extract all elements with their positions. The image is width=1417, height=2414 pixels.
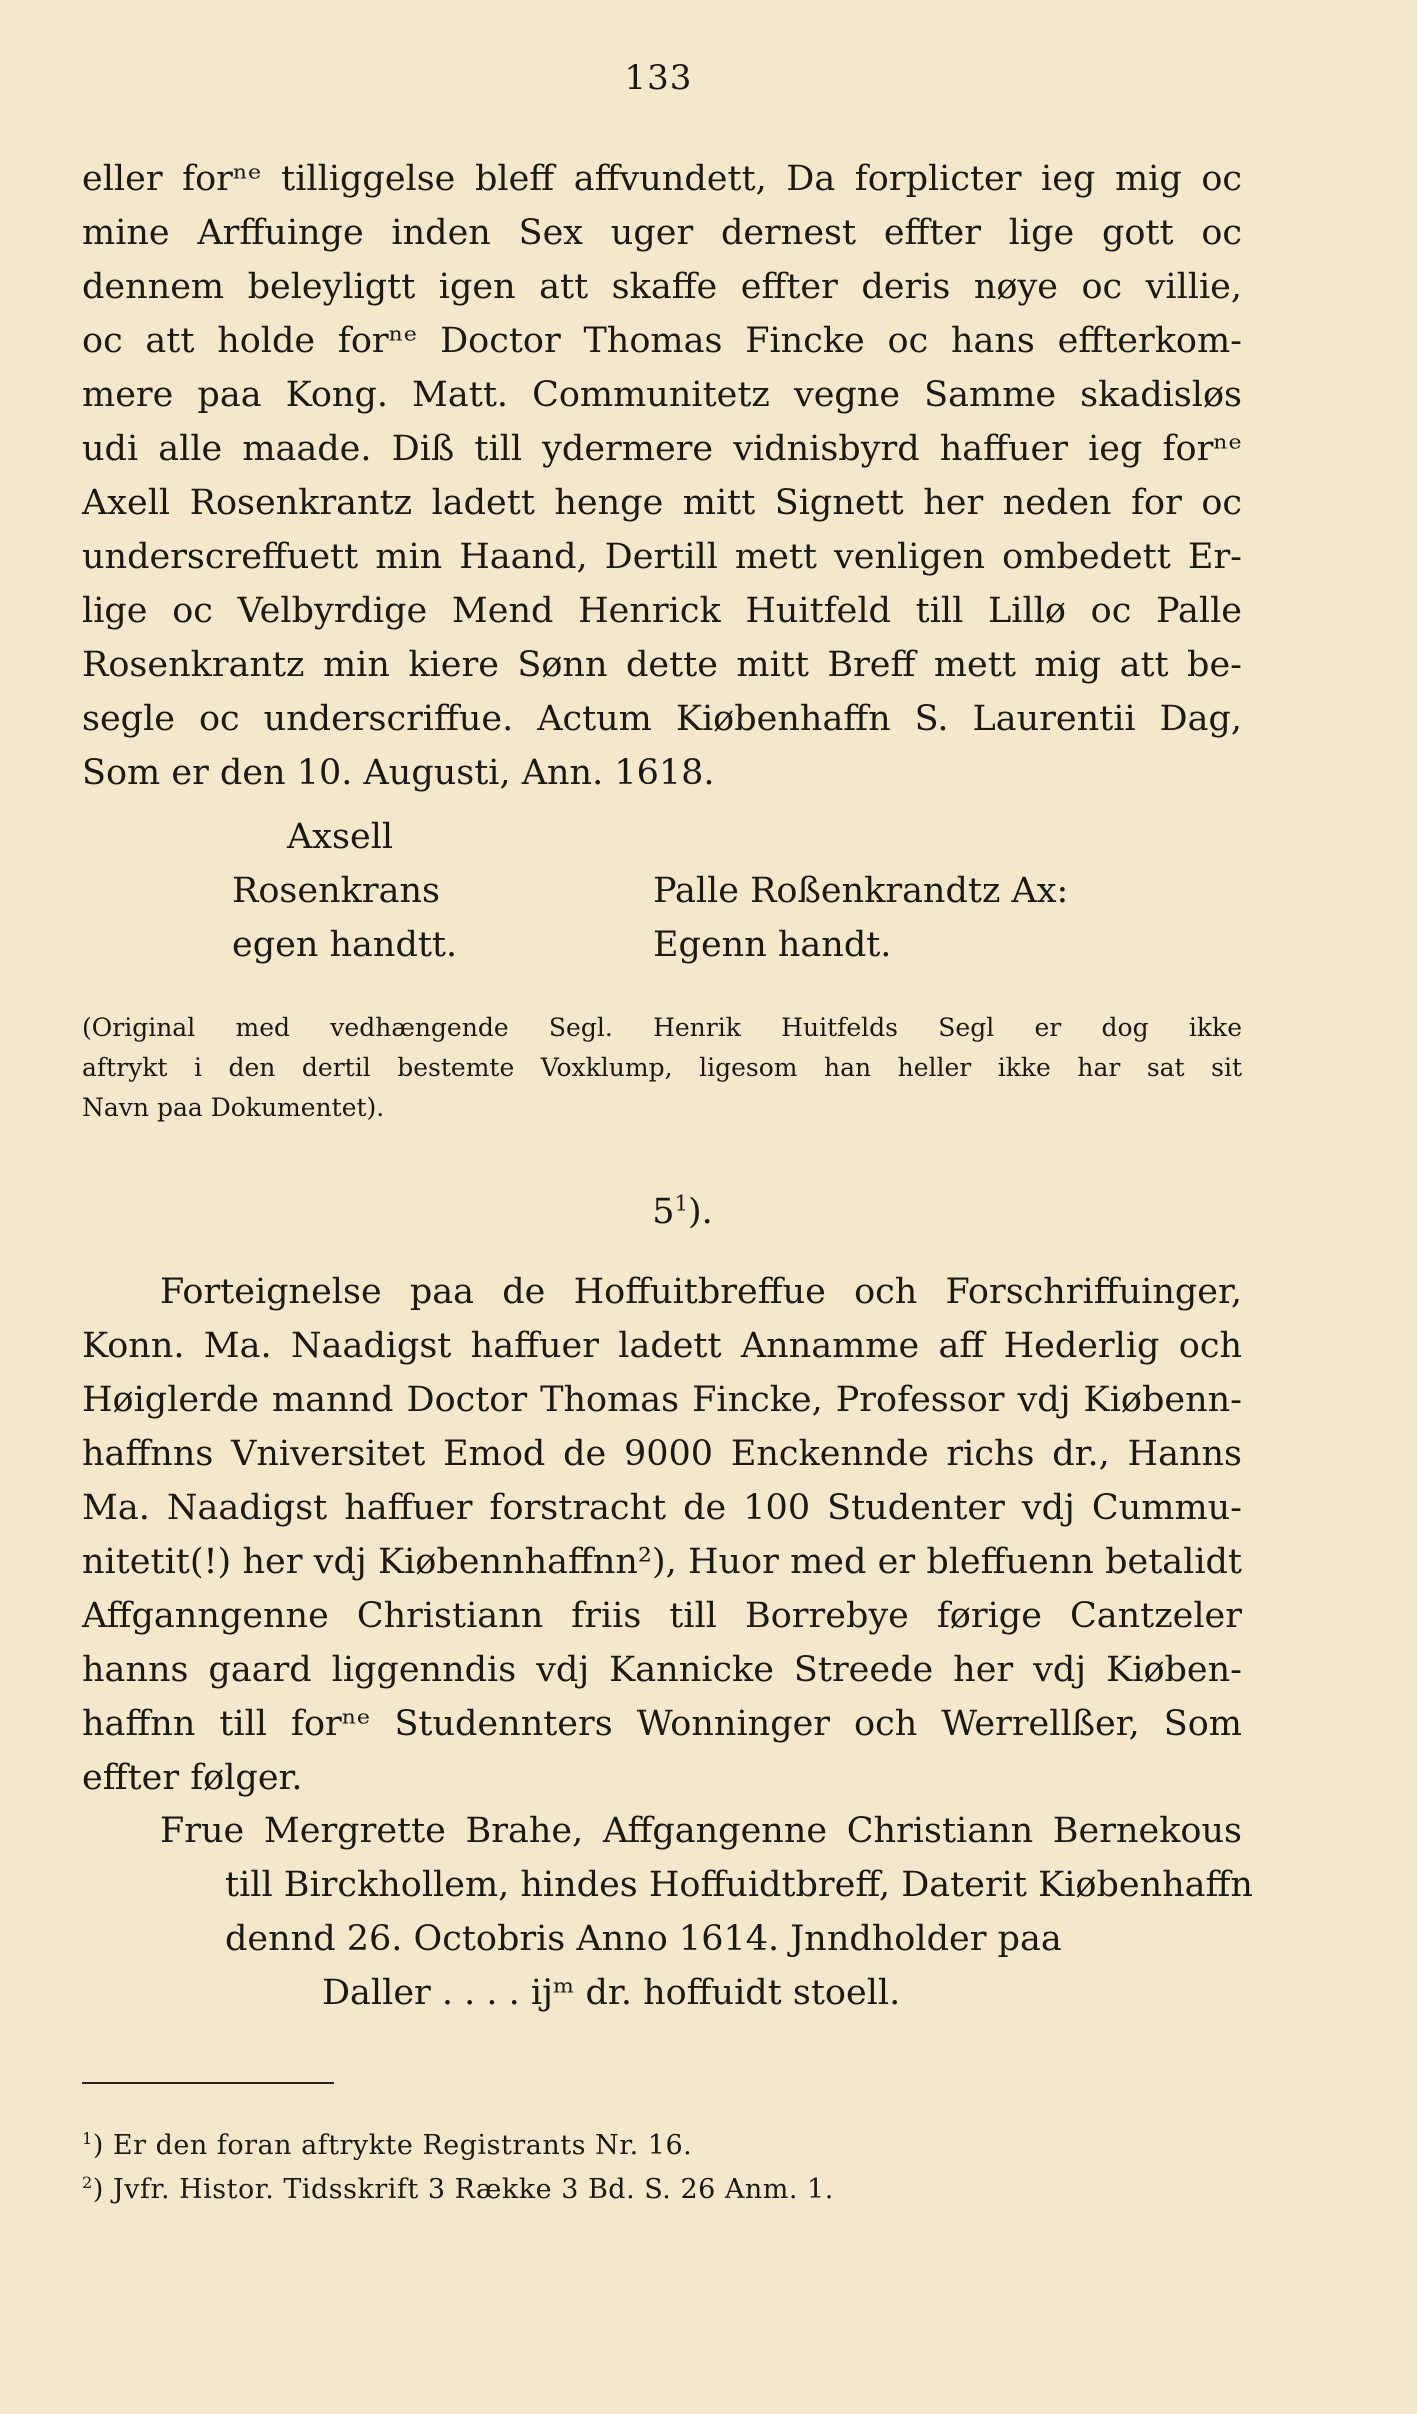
text-line: Rosenkrantz min kiere Sønn dette mitt Breff mett mig att be- <box>82 645 1242 685</box>
footnote-ref: 1 <box>674 1191 688 1216</box>
footnote-marker: 1 <box>82 2129 93 2148</box>
text-line: udi alle maade. Diß till ydermere vidnisbyrd haffuer ieg forⁿᵉ <box>82 429 1242 469</box>
signature-right-name: Palle Roßenkrandtz Ax: <box>653 871 1069 911</box>
note-line: Navn paa Dokumentet). <box>82 1093 385 1122</box>
note-line: (Original med vedhængende Segl. Henrik Huitfelds Segl er dog ikke <box>82 1013 1242 1042</box>
signature-left-surname: Rosenkrans <box>232 871 440 911</box>
signature-right-hand: Egenn handt. <box>653 925 892 965</box>
text-line: underscreffuett min Haand, Dertill mett venligen ombedett Er- <box>82 537 1242 577</box>
text-line: hanns gaard liggenndis vdj Kannicke Streede her vdj Kiøben- <box>82 1650 1242 1690</box>
text-line: mere paa Kong. Matt. Communitetz vegne Samme skadisløs <box>82 375 1242 415</box>
text-line: Som er den 10. Augusti, Ann. 1618. <box>82 753 715 793</box>
entry-amount-line: Daller . . . . ijᵐ dr. hoffuidt stoell. <box>322 1973 901 2013</box>
section-heading <box>0 1192 1365 1232</box>
note-line: aftrykt i den dertil bestemte Voxklump, ligesom han heller ikke har sat sit <box>82 1053 1242 1082</box>
text-line: haffnn till forⁿᵉ Studennters Wonninger och Werrellßer, Som <box>82 1704 1242 1744</box>
inventory-paragraph <box>82 1265 1242 1805</box>
editorial-note <box>82 1008 1242 1128</box>
text-line: dennem beleyligtt igen att skaffe effter deris nøye oc villie, <box>82 267 1242 307</box>
signature-left-name: Axsell <box>287 817 394 857</box>
section-suffix: ). <box>687 1192 713 1232</box>
footnote-text: ) Er den foran aftrykte Registrants Nr. 16. <box>92 2130 693 2161</box>
text-line: eller forⁿᵉ tilliggelse bleff affvundett, Da forplicter ieg mig oc <box>82 159 1242 199</box>
letter-paragraph <box>82 152 1242 800</box>
entry-line: dennd 26. Octobris Anno 1614. Jnndholder paa <box>225 1919 1062 1959</box>
text-line: Høiglerde mannd Doctor Thomas Fincke, Professor vdj Kiøbenn- <box>82 1380 1242 1420</box>
entry-line: till Birckhollem, hindes Hoffuidtbreff, Daterit Kiøbenhaffn <box>225 1865 1253 1905</box>
page-number: 133 <box>624 58 693 98</box>
text-line: Axell Rosenkrantz ladett henge mitt Signett her neden for oc <box>82 483 1242 523</box>
text-line: segle oc underscriffue. Actum Kiøbenhaffn S. Laurentii Dag, <box>82 699 1242 739</box>
text-line: nitetit(!) her vdj Kiøbennhaffnn²), Huor med er bleffuenn betalidt <box>82 1542 1242 1582</box>
text-line: Forteignelse paa de Hoffuitbreffue och Forschriffuinger, <box>160 1272 1242 1312</box>
entry-line: Frue Mergrette Brahe, Affgangenne Christiann Bernekous <box>160 1811 1242 1851</box>
section-number: 5 <box>652 1192 675 1232</box>
signature-block <box>0 810 1417 972</box>
text-line: lige oc Velbyrdige Mend Henrick Huitfeld till Lillø oc Palle <box>82 591 1242 631</box>
text-line: Konn. Ma. Naadigst haffuer ladett Annamme aff Hederlig och <box>82 1326 1242 1366</box>
footnote-text: ) Jvfr. Histor. Tidsskrift 3 Række 3 Bd. S. 26 Anm. 1. <box>92 2174 834 2205</box>
footnotes <box>82 2124 1242 2212</box>
footnote <box>82 2124 1242 2168</box>
footnote <box>82 2168 1242 2212</box>
text-line: effter følger. <box>82 1758 303 1798</box>
inventory-entry <box>82 1804 1253 2020</box>
text-line: mine Arffuinge inden Sex uger dernest effter lige gott oc <box>82 213 1242 253</box>
text-line: Affganngenne Christiann friis till Borrebye førige Cantzeler <box>82 1596 1242 1636</box>
text-line: haffnns Vniversitet Emod de 9000 Enckennde richs dr., Hanns <box>82 1434 1242 1474</box>
footnote-marker: 2 <box>82 2173 93 2192</box>
text-line: Ma. Naadigst haffuer forstracht de 100 Studenter vdj Cummu- <box>82 1488 1242 1528</box>
signature-left-hand: egen handtt. <box>232 925 458 965</box>
footnote-divider <box>82 2082 334 2084</box>
text-line: oc att holde forⁿᵉ Doctor Thomas Fincke oc hans effterkom- <box>82 321 1242 361</box>
